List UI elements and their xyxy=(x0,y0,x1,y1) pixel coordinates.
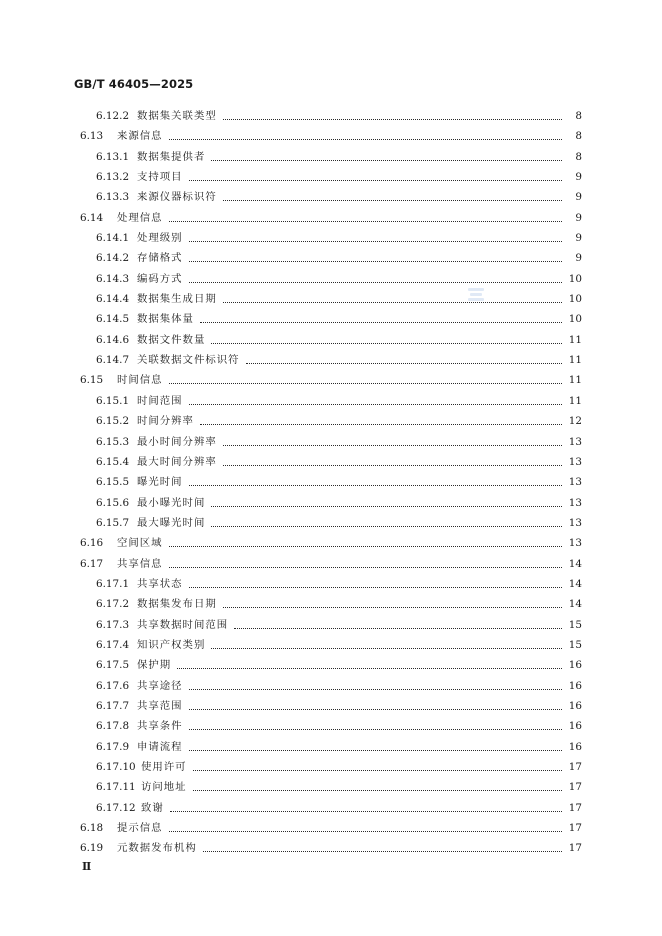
toc-entry-title: 数据集提供者 xyxy=(137,150,206,163)
toc-leader-dots xyxy=(203,851,562,852)
toc-leader-dots xyxy=(189,709,562,710)
toc-entry-page: 8 xyxy=(575,110,582,122)
toc-entry-number: 6.14.3 xyxy=(96,272,130,285)
toc-leader-dots xyxy=(200,424,562,425)
toc-entry[interactable] xyxy=(0,737,662,757)
toc-entry-page: 16 xyxy=(568,740,582,753)
toc-entry-number: 6.17.3 xyxy=(96,618,130,631)
toc-leader-dots xyxy=(211,648,562,649)
toc-entry-title: 曝光时间 xyxy=(137,476,183,489)
toc-entry-page: 17 xyxy=(568,781,582,794)
toc-entry-title: 最大曝光时间 xyxy=(137,516,206,529)
toc-entry-page: 13 xyxy=(568,516,582,529)
toc-leader-dots xyxy=(177,668,562,669)
toc-entry-page: 17 xyxy=(568,801,582,814)
toc-entry-title: 共享状态 xyxy=(137,577,183,590)
toc-leader-dots xyxy=(223,302,562,303)
toc-leader-dots xyxy=(169,567,562,568)
toc-entry[interactable] xyxy=(0,554,662,574)
toc-entry-page: 13 xyxy=(568,455,582,468)
toc-entry-title: 最小时间分辨率 xyxy=(137,435,217,448)
toc-entry-page: 17 xyxy=(568,842,582,855)
toc-entry-title: 关联数据文件标识符 xyxy=(137,354,240,367)
toc-entry-number: 6.13.3 xyxy=(96,191,130,204)
toc-leader-dots xyxy=(169,221,562,222)
toc-leader-dots xyxy=(211,506,562,507)
toc-leader-dots xyxy=(169,139,562,140)
toc-entry-page: 13 xyxy=(568,496,582,509)
toc-entry-title: 来源信息 xyxy=(117,130,163,143)
toc-entry-number: 6.14 xyxy=(80,211,104,224)
toc-entry[interactable] xyxy=(0,655,662,675)
toc-entry-number: 6.17.5 xyxy=(96,659,130,672)
toc-entry-title: 存储格式 xyxy=(137,252,183,265)
toc-entry-title: 处理信息 xyxy=(117,211,163,224)
toc-entry-page: 14 xyxy=(568,598,582,611)
toc-entry-title: 最大时间分辨率 xyxy=(137,455,217,468)
toc-entry[interactable] xyxy=(0,777,662,797)
toc-entry[interactable] xyxy=(0,167,662,187)
toc-entry-number: 6.17.12 xyxy=(96,801,136,814)
toc-entry[interactable] xyxy=(0,248,662,268)
toc-entry[interactable] xyxy=(0,798,662,818)
toc-entry-number: 6.13.2 xyxy=(96,171,130,184)
toc-entry[interactable] xyxy=(0,106,662,126)
toc-entry[interactable] xyxy=(0,330,662,350)
toc-entry[interactable] xyxy=(0,309,662,329)
toc-entry[interactable] xyxy=(0,493,662,513)
toc-entry-title: 最小曝光时间 xyxy=(137,496,206,509)
toc-entry-number: 6.15 xyxy=(80,374,104,387)
toc-entry-title: 共享条件 xyxy=(137,720,183,733)
toc-entry[interactable] xyxy=(0,208,662,228)
toc-entry-number: 6.12.2 xyxy=(96,110,130,122)
toc-entry-page: 8 xyxy=(575,130,582,143)
toc-entry-number: 6.16 xyxy=(80,537,104,550)
toc-leader-dots xyxy=(223,607,562,608)
toc-entry-page: 9 xyxy=(575,252,582,265)
toc-entry[interactable] xyxy=(0,228,662,248)
toc-entry-title: 元数据发布机构 xyxy=(117,842,197,855)
toc-leader-dots xyxy=(169,546,562,547)
toc-entry-title: 致谢 xyxy=(141,801,164,814)
toc-entry-title: 共享途径 xyxy=(137,679,183,692)
toc-leader-dots xyxy=(211,526,562,527)
toc-leader-dots xyxy=(234,628,562,629)
page-number: Ⅱ xyxy=(82,860,92,873)
toc-entry-page: 8 xyxy=(575,150,582,163)
toc-entry[interactable] xyxy=(0,615,662,635)
toc-entry-number: 6.17.4 xyxy=(96,638,130,651)
toc-entry-page: 16 xyxy=(568,679,582,692)
toc-entry-page: 16 xyxy=(568,699,582,712)
toc-leader-dots xyxy=(189,241,562,242)
toc-leader-dots xyxy=(193,770,562,771)
toc-entry-title: 知识产权类别 xyxy=(137,638,206,651)
toc-entry-page: 13 xyxy=(568,476,582,489)
toc-leader-dots xyxy=(223,465,562,466)
toc-entry-title: 处理级别 xyxy=(137,232,183,245)
toc-entry-page: 16 xyxy=(568,659,582,672)
toc-entry-number: 6.18 xyxy=(80,822,104,835)
toc-entry-number: 6.17.11 xyxy=(96,781,136,794)
toc-entry-title: 编码方式 xyxy=(137,272,183,285)
toc-entry-number: 6.17.7 xyxy=(96,699,130,712)
toc-entry-page: 13 xyxy=(568,537,582,550)
toc-entry[interactable] xyxy=(0,757,662,777)
toc-entry-title: 数据集体量 xyxy=(137,313,194,326)
toc-entry[interactable] xyxy=(0,269,662,289)
toc-leader-dots xyxy=(246,363,562,364)
toc-entry[interactable] xyxy=(0,391,662,411)
toc-entry-title: 共享范围 xyxy=(137,699,183,712)
toc-entry-number: 6.17.2 xyxy=(96,598,130,611)
toc-entry-title: 共享信息 xyxy=(117,557,163,570)
toc-entry-page: 9 xyxy=(575,171,582,184)
toc-entry-page: 11 xyxy=(568,333,582,346)
toc-entry-number: 6.14.5 xyxy=(96,313,130,326)
toc-entry-title: 时间范围 xyxy=(137,394,183,407)
toc-entry-number: 6.15.7 xyxy=(96,516,130,529)
toc-entry-number: 6.14.7 xyxy=(96,354,130,367)
toc-entry-page: 14 xyxy=(568,557,582,570)
toc-entry-number: 6.13 xyxy=(80,130,104,143)
toc-leader-dots xyxy=(193,790,562,791)
toc-leader-dots xyxy=(223,445,562,446)
toc-leader-dots xyxy=(189,689,562,690)
toc-entry-number: 6.14.1 xyxy=(96,232,130,245)
toc-entry-title: 数据集关联类型 xyxy=(137,110,217,122)
toc-entry-page: 11 xyxy=(568,374,582,387)
toc-leader-dots xyxy=(189,587,562,588)
toc-leader-dots xyxy=(223,200,562,201)
toc-entry[interactable] xyxy=(0,411,662,431)
standard-code: GB/T 46405—2025 xyxy=(74,77,194,91)
toc-entry-number: 6.14.6 xyxy=(96,333,130,346)
toc-entry-title: 保护期 xyxy=(137,659,172,672)
toc-entry-number: 6.15.2 xyxy=(96,415,130,428)
toc-entry-page: 14 xyxy=(568,577,582,590)
toc-entry-page: 11 xyxy=(568,354,582,367)
toc-entry-title: 时间分辨率 xyxy=(137,415,194,428)
toc-entry-page: 10 xyxy=(568,313,582,326)
toc-leader-dots xyxy=(170,811,562,812)
toc-leader-dots xyxy=(189,282,562,283)
table-of-contents xyxy=(0,106,662,859)
toc-entry[interactable] xyxy=(0,594,662,614)
toc-entry-title: 数据集发布日期 xyxy=(137,598,217,611)
toc-entry-title: 空间区域 xyxy=(117,537,163,550)
toc-entry-number: 6.13.1 xyxy=(96,150,130,163)
toc-entry[interactable] xyxy=(0,818,662,838)
toc-leader-dots xyxy=(211,343,562,344)
toc-entry-page: 10 xyxy=(568,293,582,306)
toc-entry-page: 13 xyxy=(568,435,582,448)
toc-leader-dots xyxy=(189,261,562,262)
toc-entry-title: 数据集生成日期 xyxy=(137,293,217,306)
toc-leader-dots xyxy=(169,831,562,832)
toc-entry-number: 6.17.9 xyxy=(96,740,130,753)
toc-entry[interactable] xyxy=(0,574,662,594)
toc-entry-number: 6.15.1 xyxy=(96,394,130,407)
toc-entry[interactable] xyxy=(0,187,662,207)
toc-leader-dots xyxy=(200,322,562,323)
toc-entry-number: 6.15.5 xyxy=(96,476,130,489)
toc-entry-title: 支持项目 xyxy=(137,171,183,184)
toc-entry-page: 11 xyxy=(568,394,582,407)
toc-entry[interactable] xyxy=(0,533,662,553)
toc-entry-title: 申请流程 xyxy=(137,740,183,753)
toc-entry-page: 16 xyxy=(568,720,582,733)
toc-entry[interactable] xyxy=(0,676,662,696)
toc-entry[interactable] xyxy=(0,289,662,309)
toc-entry-page: 9 xyxy=(575,211,582,224)
toc-entry-number: 6.19 xyxy=(80,842,104,855)
toc-entry[interactable] xyxy=(0,635,662,655)
toc-entry-number: 6.15.4 xyxy=(96,455,130,468)
toc-entry-number: 6.15.6 xyxy=(96,496,130,509)
toc-entry[interactable] xyxy=(0,716,662,736)
toc-entry[interactable] xyxy=(0,513,662,533)
toc-entry[interactable] xyxy=(0,452,662,472)
toc-leader-dots xyxy=(189,729,562,730)
toc-entry[interactable] xyxy=(0,472,662,492)
toc-entry-number: 6.17 xyxy=(80,557,104,570)
toc-entry[interactable] xyxy=(0,350,662,370)
toc-entry-number: 6.15.3 xyxy=(96,435,130,448)
toc-entry-number: 6.17.6 xyxy=(96,679,130,692)
toc-entry-title: 访问地址 xyxy=(141,781,187,794)
toc-entry-title: 使用许可 xyxy=(141,761,187,773)
toc-entry-page: 17 xyxy=(568,761,582,773)
toc-leader-dots xyxy=(189,404,562,405)
toc-entry[interactable] xyxy=(0,696,662,716)
toc-entry-number: 6.17.1 xyxy=(96,577,130,590)
toc-entry-page: 9 xyxy=(575,232,582,245)
toc-entry-title: 来源仪器标识符 xyxy=(137,191,217,204)
toc-entry[interactable] xyxy=(0,147,662,167)
toc-entry-page: 9 xyxy=(575,191,582,204)
toc-entry-page: 15 xyxy=(568,618,582,631)
toc-entry-number: 6.14.4 xyxy=(96,293,130,306)
toc-entry-title: 时间信息 xyxy=(117,374,163,387)
toc-leader-dots xyxy=(211,160,562,161)
toc-entry-number: 6.17.8 xyxy=(96,720,130,733)
toc-leader-dots xyxy=(189,485,562,486)
toc-entry[interactable] xyxy=(0,126,662,146)
toc-entry-page: 10 xyxy=(568,272,582,285)
toc-entry-page: 12 xyxy=(568,415,582,428)
toc-entry[interactable] xyxy=(0,838,662,858)
toc-entry-number: 6.17.10 xyxy=(96,761,136,773)
toc-entry-title: 提示信息 xyxy=(117,822,163,835)
toc-entry-number: 6.14.2 xyxy=(96,252,130,265)
toc-leader-dots xyxy=(223,119,562,120)
toc-entry-title: 数据文件数量 xyxy=(137,333,206,346)
toc-leader-dots xyxy=(189,750,562,751)
toc-entry-title: 共享数据时间范围 xyxy=(137,618,229,631)
toc-entry[interactable] xyxy=(0,370,662,390)
toc-leader-dots xyxy=(189,180,562,181)
toc-entry-page: 15 xyxy=(568,638,582,651)
toc-leader-dots xyxy=(169,383,562,384)
toc-entry[interactable] xyxy=(0,432,662,452)
toc-entry-page: 17 xyxy=(568,822,582,835)
